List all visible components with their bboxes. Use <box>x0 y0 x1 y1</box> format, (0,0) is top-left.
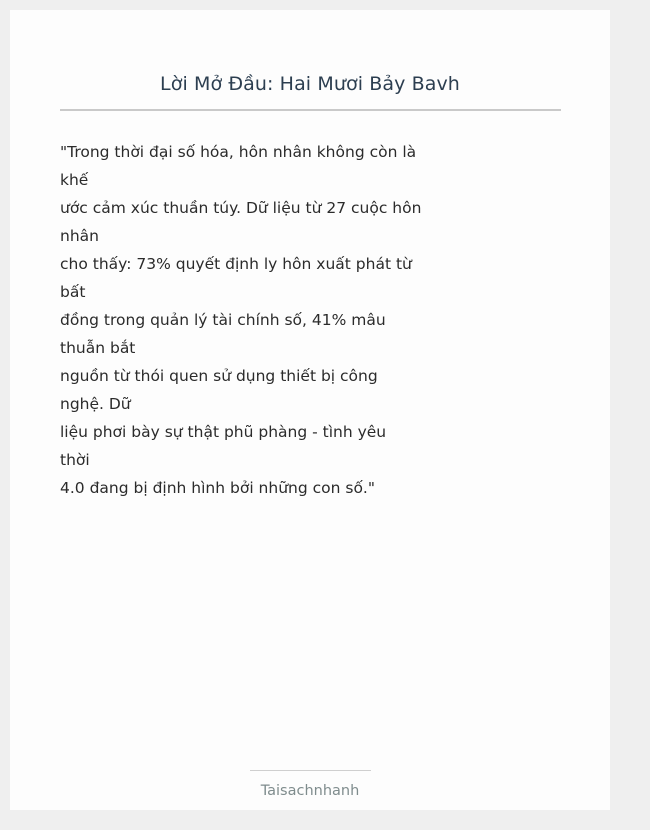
body-paragraph <box>60 138 422 502</box>
body-line: đồng trong quản lý tài chính số, 41% mâu <box>60 311 386 329</box>
body-line: bất <box>60 283 86 301</box>
body-line: liệu phơi bày sự thật phũ phàng - tình yêu <box>60 423 387 441</box>
body-line: cho thấy: 73% quyết định ly hôn xuất phát từ <box>60 255 412 273</box>
body-line: khế <box>60 171 89 189</box>
footer-brand: Taisachnhanh <box>260 783 360 799</box>
body-line: thuẫn bắt <box>60 339 136 357</box>
footer-divider <box>250 770 371 771</box>
body-line: ước cảm xúc thuần túy. Dữ liệu từ 27 cuộc hôn <box>60 199 422 217</box>
body-line: nghệ. Dữ <box>60 395 131 413</box>
body-line: nhân <box>60 227 99 245</box>
body-line: thời <box>60 451 90 469</box>
body-line: nguồn từ thói quen sử dụng thiết bị công <box>60 367 378 385</box>
body-line: 4.0 đang bị định hình bởi những con số." <box>60 479 375 497</box>
document-page <box>10 10 610 810</box>
page-title: Lời Mở Đầu: Hai Mươi Bảy Bavh <box>160 73 460 95</box>
title-divider <box>60 109 561 111</box>
body-line: "Trong thời đại số hóa, hôn nhân không còn là <box>60 143 417 161</box>
